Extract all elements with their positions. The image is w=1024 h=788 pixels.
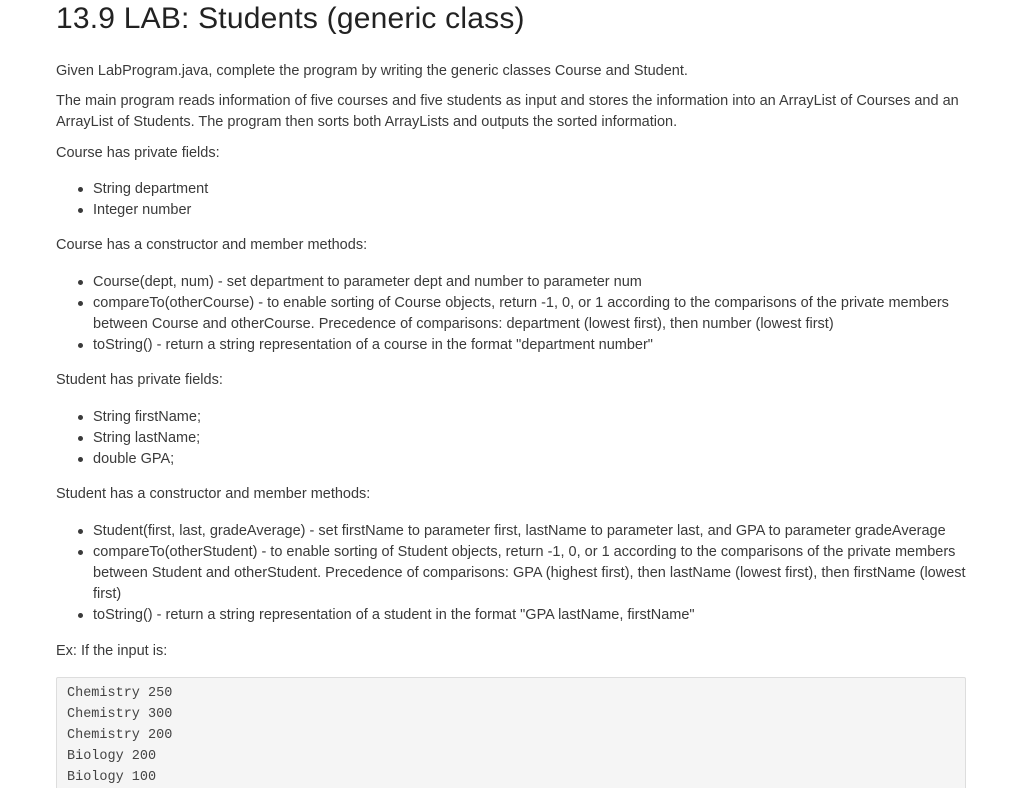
list-item: toString() - return a string representation of a course in the format "department number" (93, 335, 968, 356)
student-methods-list (56, 521, 968, 626)
course-fields-heading: Course has private fields: (56, 145, 220, 161)
list-item: Student(first, last, gradeAverage) - set firstName to parameter first, lastName to parameter last, and GPA to parameter gradeAverage (93, 521, 968, 542)
student-fields-list (56, 407, 968, 470)
code-line: Biology 100 (67, 770, 157, 785)
list-item: compareTo(otherStudent) - to enable sorting of Student objects, return -1, 0, or 1 according to the comparisons of the private members between Student and otherStudent. Precedence of comparisons: GPA (highest first), then lastName (lowest first), then firstName (lowest first) (93, 542, 968, 605)
student-methods-heading: Student has a constructor and member methods: (56, 486, 371, 502)
code-line: Chemistry 250 (67, 686, 173, 701)
page-title: 13.9 LAB: Students (generic class) (56, 2, 525, 35)
list-item: String lastName; (93, 428, 968, 449)
list-item: double GPA; (93, 449, 968, 470)
list-item: toString() - return a string representation of a student in the format "GPA lastName, firstName" (93, 605, 968, 626)
code-line: Chemistry 300 (67, 707, 173, 722)
list-item: Integer number (93, 200, 968, 221)
list-item: String firstName; (93, 407, 968, 428)
list-item: String department (93, 179, 968, 200)
example-intro: Ex: If the input is: (56, 643, 168, 659)
intro-paragraph: Given LabProgram.java, complete the program by writing the generic classes Course and Student. (56, 63, 688, 79)
list-item: Course(dept, num) - set department to parameter dept and number to parameter num (93, 272, 968, 293)
course-methods-list (56, 272, 968, 356)
course-fields-list (56, 179, 968, 221)
list-item: compareTo(otherCourse) - to enable sorting of Course objects, return -1, 0, or 1 according to the comparisons of the private members between Course and otherCourse. Precedence of comparisons: department (lowest first), then number (lowest first) (93, 293, 968, 335)
description-paragraph: The main program reads information of five courses and five students as input and stores the information into an ArrayList of Courses and an ArrayList of Students. The program then sorts both ArrayLists and outputs the sorted information. (56, 93, 959, 130)
student-fields-heading: Student has private fields: (56, 372, 223, 388)
code-line: Chemistry 200 (67, 728, 173, 743)
example-input-block (56, 677, 966, 788)
code-line: Biology 200 (67, 749, 157, 764)
course-methods-heading: Course has a constructor and member methods: (56, 237, 368, 253)
